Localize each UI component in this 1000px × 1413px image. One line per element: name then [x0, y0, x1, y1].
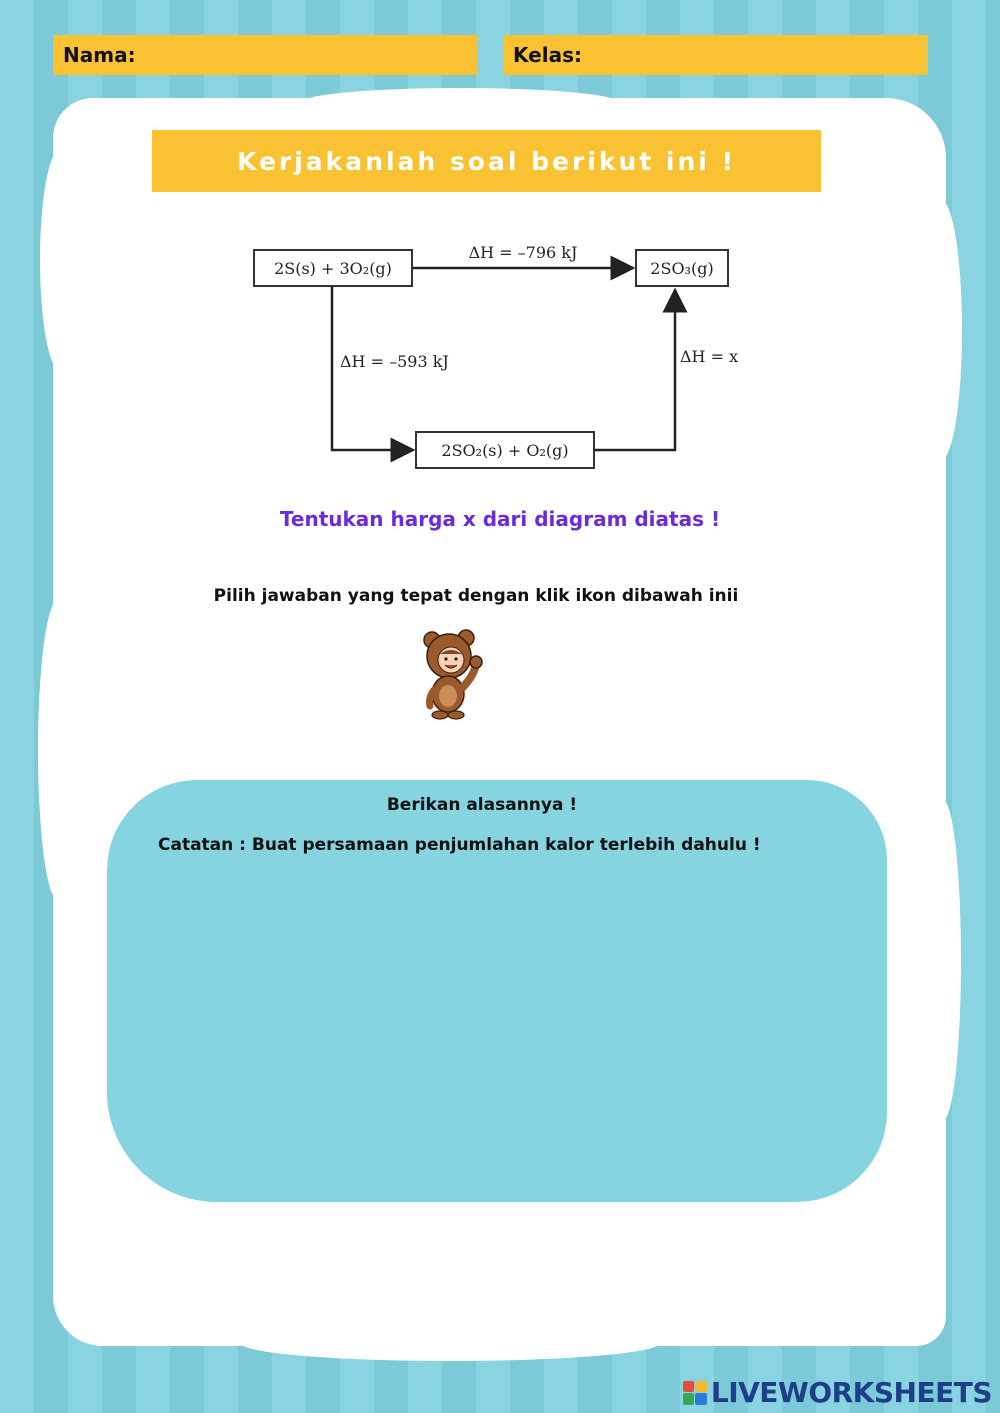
reactant-label: 2S(s) + 3O₂(g)	[274, 259, 392, 278]
intermediate-label: 2SO₂(s) + O₂(g)	[441, 441, 569, 460]
dh-step-two-label: ΔH = x	[680, 347, 739, 366]
paper-edge	[38, 600, 78, 900]
reason-prompt: Berikan alasannya !	[386, 795, 578, 815]
product-label: 2SO₃(g)	[650, 259, 714, 278]
instruction-text: Pilih jawaban yang tepat dengan klik ikon dibawah inii	[213, 586, 739, 606]
class-input[interactable]	[582, 34, 928, 76]
enthalpy-cycle-diagram	[240, 230, 770, 475]
paper-edge	[925, 800, 961, 1120]
paper-edge	[920, 200, 962, 460]
name-field	[53, 35, 477, 75]
title-text: Kerjakanlah soal berikut ini !	[237, 146, 736, 176]
brand-logo	[683, 1376, 992, 1409]
arrow-step-two	[594, 290, 675, 450]
title-banner	[152, 130, 821, 192]
reason-input[interactable]	[147, 875, 851, 1179]
bear-costume-child-icon[interactable]	[418, 628, 488, 720]
paper-edge	[300, 88, 620, 118]
dh-direct-label: ΔH = –796 kJ	[468, 243, 578, 262]
class-field	[503, 35, 928, 75]
name-input[interactable]	[136, 34, 477, 76]
name-label: Nama:	[63, 43, 136, 67]
question-text: Tentukan harga x dari diagram diatas !	[279, 507, 721, 531]
brand-text: LIVEWORKSHEETS	[710, 1376, 992, 1409]
paper-edge	[240, 1325, 660, 1361]
class-label: Kelas:	[513, 43, 582, 67]
liveworksheets-icon	[683, 1381, 707, 1405]
paper-edge	[40, 150, 80, 370]
note-text: Catatan : Buat persamaan penjumlahan kalor terlebih dahulu !	[158, 835, 761, 855]
dh-step-one-label: ΔH = –593 kJ	[340, 352, 449, 371]
